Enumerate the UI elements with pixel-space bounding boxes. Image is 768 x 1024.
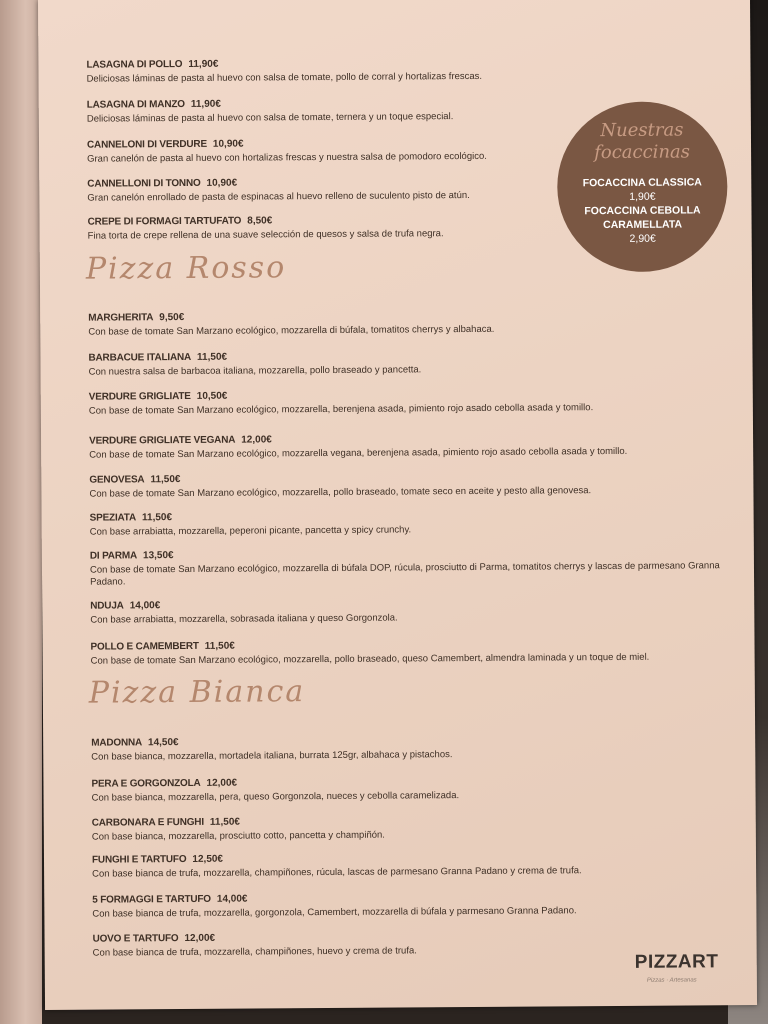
item-price: 9,50€: [159, 311, 185, 324]
pizzart-logo: PIZZART: [634, 951, 719, 973]
item-price: 12,00€: [241, 434, 272, 446]
item-price: 12,00€: [184, 932, 216, 945]
item-name: UOVO E TARTUFO: [92, 933, 179, 945]
item-description: Con base bianca de trufa, mozzarella, champiñones, huevo y crema de trufa.: [92, 945, 417, 959]
item-description: Con nuestra salsa de barbacoa italiana, mozzarella, pollo braseado y pancetta.: [88, 364, 422, 378]
menu-item-barbacue: [88, 343, 732, 378]
item-name: LASAGNA DI MANZO: [86, 98, 185, 111]
menu-item-funghi-tartufo: [92, 845, 736, 880]
section-title-pizza-rosso: Pizza Rosso: [85, 250, 287, 287]
item-price: 11,50€: [204, 640, 235, 652]
section-title-pizza-bianca: Pizza Bianca: [88, 674, 306, 711]
item-name: CARBONARA E FUNGHI: [91, 816, 204, 829]
item-description: Con base arrabiatta, mozzarella, peperoni picante, pancetta y spicy crunchy.: [89, 524, 412, 538]
focaccia-line: FOCACCINA CEBOLLA: [584, 204, 701, 218]
menu-item-madonna: [91, 728, 735, 763]
item-description: Con base de tomate San Marzano ecológico, mozzarella, pollo braseado, tomate seco en aceite y pesto alla genovesa.: [89, 485, 592, 500]
item-description: Con base de tomate San Marzano ecológico, mozzarella di búfala DOP, rúcula, prosciutto di Parma, tomatitos cherrys y lascas de parmesano Granna Padano.: [89, 560, 720, 588]
menu-item-verdure-vegana: [89, 426, 733, 461]
item-price: 11,90€: [188, 58, 219, 70]
item-price: 10,90€: [212, 138, 244, 150]
item-price: 11,50€: [141, 512, 173, 524]
item-name: VERDURE GRIGLIATE VEGANA: [89, 434, 236, 447]
item-name: POLLO E CAMEMBERT: [90, 640, 199, 653]
menu-item-verdure-grigliate: [89, 382, 733, 417]
item-price: 11,90€: [190, 98, 221, 110]
item-name: SPEZIATA: [89, 512, 137, 524]
item-price: 10,90€: [206, 177, 238, 189]
menu-item-pera-gorgonzola: [91, 769, 735, 804]
focaccia-price: 2,90€: [629, 232, 656, 245]
item-description: Gran canelón de pasta al huevo con hortalizas frescas y nuestra salsa de pomodoro ecológico.: [87, 150, 487, 165]
item-name: MADONNA: [91, 737, 143, 749]
item-description: Con base bianca, mozzarella, pera, queso Gorgonzola, nueces y cebolla caramelizada.: [91, 790, 460, 804]
item-description: Con base arrabiatta, mozzarella, sobrasada italiana y queso Gorgonzola.: [90, 612, 398, 626]
item-name: PERA E GORGONZOLA: [91, 777, 201, 790]
item-price: 10,50€: [196, 390, 228, 402]
menu-item-carbonara-funghi: [92, 808, 736, 843]
item-description: Con base bianca de trufa, mozzarella, champiñones, rúcula, lascas de parmesano Granna Padano y crema de trufa.: [92, 865, 582, 880]
item-name: VERDURE GRIGLIATE: [88, 390, 191, 403]
item-name: NDUJA: [90, 600, 124, 612]
item-name: LASAGNA DI POLLO: [86, 58, 183, 71]
item-price: 14,50€: [147, 737, 179, 749]
item-price: 11,50€: [209, 816, 240, 828]
pizzart-logo-tagline: Pizzas · Artesanas: [646, 977, 697, 984]
item-price: 11,50€: [150, 474, 181, 486]
item-name: MARGHERITA: [88, 312, 154, 324]
item-description: Con base de tomate San Marzano ecológico, mozzarella, pollo braseado, queso Camembert, almendra laminada y un toque de miel.: [90, 651, 650, 667]
focaccia-line: CARAMELLATA: [603, 218, 683, 232]
item-price: 8,50€: [247, 215, 273, 227]
item-description: Fina torta de crepe rellena de una suave selección de quesos y salsa de trufa negra.: [87, 228, 444, 242]
focaccia-badge: [557, 101, 728, 272]
item-name: CANNELLONI DI TONNO: [87, 177, 201, 190]
left-page-edge: [0, 0, 42, 1024]
menu-item-di-parma: [90, 541, 734, 588]
menu-item-pollo-camembert: [90, 632, 734, 667]
menu-item-lasagna-pollo: [86, 50, 730, 85]
item-price: 14,00€: [129, 600, 161, 612]
menu-item-5-formaggi: [92, 885, 736, 920]
item-description: Con base de tomate San Marzano ecológico, mozzarella, berenjena asada, pimiento rojo asado cebolla asada y tomillo.: [88, 402, 594, 417]
item-description: Con base bianca de trufa, mozzarella, gorgonzola, Camembert, mozzarella di búfala y parmesano Granna Padano.: [92, 905, 577, 920]
item-description: Con base de tomate San Marzano ecológico, mozzarella vegana, berenjena asada, pimiento rojo asado cebolla asada y tomillo.: [89, 445, 628, 461]
item-price: 14,00€: [216, 893, 248, 905]
menu-item-genovesa: [89, 465, 733, 500]
item-name: CANNELONI DI VERDURE: [86, 138, 207, 151]
menu-item-speziata: [90, 503, 734, 538]
item-description: Deliciosas láminas de pasta al huevo con salsa de tomate, pollo de corral y hortalizas frescas.: [86, 70, 483, 85]
item-price: 12,50€: [192, 853, 224, 865]
item-price: 13,50€: [142, 550, 174, 562]
item-description: Con base de tomate San Marzano ecológico, mozzarella di búfala, tomatitos cherrys y albahaca.: [88, 323, 495, 338]
item-price: 11,50€: [196, 351, 228, 363]
item-name: CREPE DI FORMAGI TARTUFATO: [87, 215, 242, 228]
item-name: GENOVESA: [89, 474, 145, 486]
item-name: DI PARMA: [89, 550, 138, 562]
item-price: 12,00€: [206, 777, 238, 789]
item-description: Con base bianca, mozzarella, prosciutto cotto, pancetta y champiñón.: [91, 829, 385, 843]
item-description: Gran canelón enrollado de pasta de espinacas al huevo relleno de suculento pisto de atún.: [87, 189, 470, 204]
item-description: Deliciosas láminas de pasta al huevo con salsa de tomate, ternera y un toque especial.: [86, 111, 454, 125]
menu-page: [38, 0, 757, 1010]
menu-item-margherita: [88, 303, 732, 338]
item-name: BARBACUE ITALIANA: [88, 351, 192, 364]
item-name: FUNGHI E TARTUFO: [91, 853, 187, 866]
focaccia-price: 1,90€: [629, 190, 656, 203]
focaccia-line: FOCACCINA CLASSICA: [582, 176, 702, 190]
menu-item-nduja: [90, 591, 734, 626]
item-name: 5 FORMAGGI E TARTUFO: [92, 893, 211, 906]
focaccia-title: Nuestras focaccinas: [594, 119, 691, 164]
item-description: Con base bianca, mozzarella, mortadela italiana, burrata 125gr, albahaca y pistachos.: [91, 749, 453, 763]
